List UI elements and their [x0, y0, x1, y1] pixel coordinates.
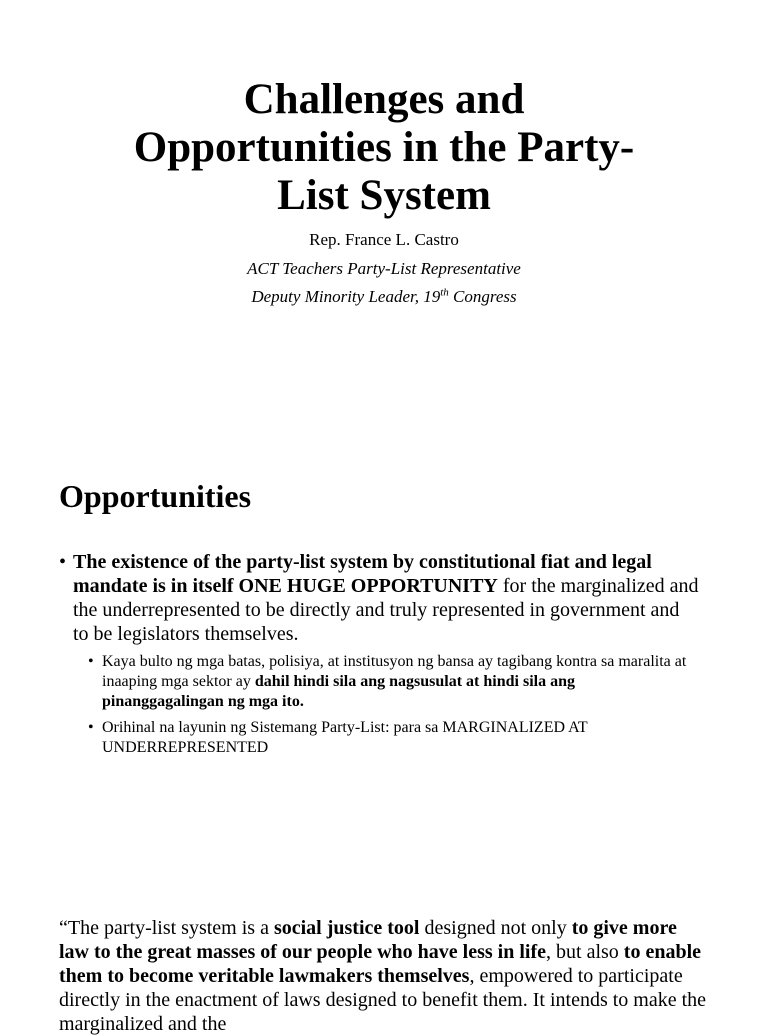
quote-part-2: designed not only: [419, 917, 572, 939]
bullet-marker: •: [59, 551, 67, 573]
main-bullet-rest: for the marginalized and the underrepresented to be directly and truly represented in government and to be legislators themselves.: [73, 575, 699, 645]
title-slide: [0, 0, 768, 440]
sub-bullet-1: [88, 652, 698, 712]
role-ordinal-suffix: th: [440, 286, 449, 299]
sub-bullet-2-text: Orihinal na layunin ng Sistemang Party-List: para sa MARGINALIZED AT UNDERREPRESENTED: [102, 719, 588, 756]
quote-part-3: , but also: [546, 941, 624, 963]
section-heading: Opportunities: [59, 478, 252, 514]
presenter-role: [0, 286, 768, 308]
role-prefix: Deputy Minority Leader, 19: [251, 287, 441, 306]
slide-title: [84, 76, 684, 220]
sub-bullet-1-normal: Kaya bulto ng mga batas, polisiya, at institusyon ng bansa ay tagibang kontra sa maralita at inaaping mga sektor ay: [102, 653, 687, 690]
sub-bullet-1-text: [102, 652, 698, 712]
sub-bullet-2: [88, 718, 698, 758]
title-line-2: Opportunities in the Party-: [133, 124, 635, 171]
main-bullet-text: [73, 550, 699, 646]
title-line-1: Challenges and: [243, 76, 525, 123]
quote-bold-3: to enable them to become veritable lawmakers themselves: [59, 941, 702, 987]
sub-bullet-1-bold: dahil hindi sila ang nagsusulat at hindi sila ang pinanggagalingan ng mga ito.: [102, 673, 575, 710]
quote-part-1: “The party-list system is a: [59, 917, 274, 939]
quote-paragraph: [59, 916, 709, 1036]
quote-bold-1: social justice tool: [273, 917, 420, 939]
title-line-3: List System: [277, 172, 491, 219]
presenter-position: ACT Teachers Party-List Representative: [247, 259, 521, 278]
role-suffix: Congress: [448, 287, 517, 306]
sub-bullet-marker: •: [88, 653, 94, 670]
sub-bullet-marker: •: [88, 719, 94, 736]
main-bullet: [59, 550, 699, 646]
quote-bold-2: to give more law to the great masses of our people who have less in life: [59, 917, 677, 963]
presenter-name: Rep. France L. Castro: [309, 230, 459, 249]
main-bullet-bold: The existence of the party-list system by constitutional fiat and legal mandate is in itself ONE HUGE OPPORTUNITY: [73, 551, 652, 597]
quote-part-4: , empowered to participate directly in the enactment of laws designed to benefit them. It intends to make the marginalized and the: [59, 965, 707, 1035]
